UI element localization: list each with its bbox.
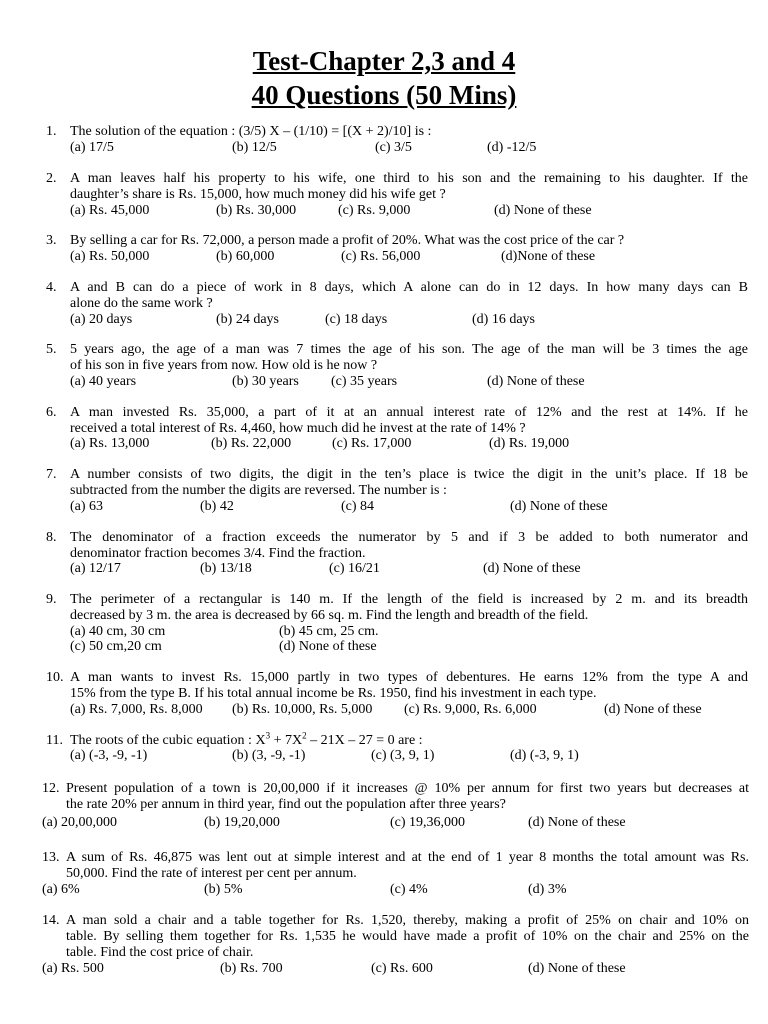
option-b: (b) 5% <box>204 882 243 897</box>
option-c: (c) 19,36,000 <box>390 815 466 830</box>
question-line: By selling a car for Rs. 72,000, a person made a profit of 20%. What was the cost price of the car ? <box>70 233 625 248</box>
page-title: Test-Chapter 2,3 and 4 <box>252 46 516 76</box>
option-b: (b) 13/18 <box>200 561 252 576</box>
question-11 <box>46 730 748 749</box>
question-number: 3. <box>46 233 57 248</box>
option-d: (d) 16 days <box>472 312 535 327</box>
option-a: (a) 40 cm, 30 cm <box>70 624 166 639</box>
option-d: (d) None of these <box>510 499 608 514</box>
option-c: (c) 18 days <box>325 312 388 327</box>
option-c: (c) Rs. 9,000, Rs. 6,000 <box>404 702 537 717</box>
option-d: (d) 3% <box>528 882 567 897</box>
option-b: (b) 42 <box>200 499 234 514</box>
option-c: (c) 35 years <box>331 374 398 389</box>
question-8 <box>46 530 748 562</box>
option-a: (a) 20,00,000 <box>42 815 118 830</box>
option-d: (d) None of these <box>494 203 592 218</box>
option-d: (d) None of these <box>483 561 581 576</box>
option-c: (c) Rs. 56,000 <box>341 249 421 264</box>
option-b: (b) Rs. 22,000 <box>211 436 292 451</box>
question-line: A man wants to invest Rs. 15,000 partly in two types of debentures. He earns 12% from the type A and <box>70 670 748 685</box>
option-a: (a) 17/5 <box>70 140 114 155</box>
option-d: (d) None of these <box>279 639 377 654</box>
question-line: The denominator of a fraction exceeds the numerator by 5 and if 3 be added to both numerator and <box>70 530 748 545</box>
option-c: (c) 3/5 <box>375 140 412 155</box>
option-c: (c) (3, 9, 1) <box>371 748 435 763</box>
question-line: the rate 20% per annum in third year, find out the population after three years? <box>66 797 506 812</box>
option-b: (b) Rs. 10,000, Rs. 5,000 <box>232 702 373 717</box>
option-b: (b) 24 days <box>216 312 279 327</box>
option-a: (a) Rs. 500 <box>42 961 104 976</box>
question-4 <box>46 280 748 312</box>
option-d: (d) -12/5 <box>487 140 537 155</box>
question-line: table. By selling them together for Rs. 1,535 he would have made a profit of 10% on the chair and 25% on the <box>66 929 749 944</box>
question-13 <box>42 850 749 882</box>
option-c: (c) Rs. 17,000 <box>332 436 412 451</box>
question-3 <box>46 233 748 249</box>
question-line: alone do the same work ? <box>70 296 213 311</box>
question-7 <box>46 467 748 499</box>
option-c: (c) 50 cm,20 cm <box>70 639 162 654</box>
question-number: 5. <box>46 342 57 357</box>
option-b: (b) 60,000 <box>216 249 275 264</box>
question-line: subtracted from the number the digits are reversed. The number is : <box>70 483 447 498</box>
superscript: 3 <box>265 730 271 741</box>
option-d: (d) None of these <box>528 815 626 830</box>
question-text-part: The roots of the cubic equation : X <box>70 733 266 748</box>
option-b: (b) 30 years <box>232 374 299 389</box>
question-line: A man leaves half his property to his wife, one third to his son and the remaining to his daughter. If the <box>70 171 748 186</box>
question-line: A man sold a chair and a table together for Rs. 1,520, thereby, making a profit of 25% on chair and 10% on <box>66 913 749 928</box>
question-number: 8. <box>46 530 57 545</box>
option-b: (b) Rs. 30,000 <box>216 203 297 218</box>
question-number: 7. <box>46 467 57 482</box>
question-line: decreased by 3 m. the area is decreased by 66 sq. m. Find the length and breadth of the field. <box>70 608 589 623</box>
question-line: table. Find the cost price of chair. <box>66 945 254 960</box>
option-a: (a) 63 <box>70 499 104 514</box>
option-a: (a) 12/17 <box>70 561 121 576</box>
question-6 <box>46 405 748 437</box>
page-subtitle: 40 Questions (50 Mins) <box>251 80 517 110</box>
question-text-part: + 7X <box>270 733 303 748</box>
option-d: (d)None of these <box>501 249 596 264</box>
question-line: 15% from the type B. If his total annual income be Rs. 1950, find his investment in each type. <box>70 686 597 701</box>
option-c: (c) 84 <box>341 499 375 514</box>
option-a: (a) Rs. 45,000 <box>70 203 150 218</box>
option-b: (b) (3, -9, -1) <box>232 748 306 763</box>
option-a: (a) Rs. 50,000 <box>70 249 150 264</box>
option-c: (c) Rs. 600 <box>371 961 433 976</box>
question-2 <box>46 171 748 203</box>
question-number: 11. <box>46 733 63 748</box>
question-number: 9. <box>46 592 57 607</box>
question-10 <box>46 670 748 702</box>
question-1 <box>46 124 748 140</box>
question-text-part: – 21X – 27 = 0 are : <box>306 733 423 748</box>
option-b: (b) 45 cm, 25 cm. <box>279 624 379 639</box>
question-line: A number consists of two digits, the digit in the ten’s place is twice the digit in the unit’s place. If 18 be <box>70 467 748 482</box>
option-d: (d) None of these <box>604 702 702 717</box>
option-b: (b) Rs. 700 <box>220 961 283 976</box>
option-d: (d) None of these <box>528 961 626 976</box>
question-9 <box>46 592 748 624</box>
question-line: The perimeter of a rectangular is 140 m. If the length of the field is increased by 2 m. and its breadth <box>70 592 748 607</box>
option-a: (a) 20 days <box>70 312 133 327</box>
option-c: (c) Rs. 9,000 <box>338 203 411 218</box>
option-d: (d) (-3, 9, 1) <box>510 748 579 763</box>
question-5 <box>46 342 748 374</box>
option-b: (b) 12/5 <box>232 140 277 155</box>
option-c: (c) 16/21 <box>329 561 380 576</box>
option-d: (d) None of these <box>487 374 585 389</box>
question-number: 13. <box>42 850 60 865</box>
question-text <box>70 124 748 140</box>
option-a: (a) Rs. 7,000, Rs. 8,000 <box>70 702 203 717</box>
question-number: 6. <box>46 405 57 420</box>
question-line: 5 years ago, the age of a man was 7 times the age of his son. The age of the man will be 3 times the age <box>70 342 748 357</box>
option-b: (b) 19,20,000 <box>204 815 280 830</box>
question-line: daughter’s share is Rs. 15,000, how much money did his wife get ? <box>70 187 446 202</box>
question-number: 1. <box>46 124 57 139</box>
question-line: A man invested Rs. 35,000, a part of it at an annual interest rate of 12% and the rest at 14%. If he <box>70 405 748 420</box>
option-a: (a) 6% <box>42 882 80 897</box>
question-number: 12. <box>42 781 60 796</box>
option-a: (a) (-3, -9, -1) <box>70 748 148 763</box>
question-14 <box>42 913 749 961</box>
superscript: 2 <box>302 730 307 741</box>
option-a: (a) 40 years <box>70 374 137 389</box>
option-d: (d) Rs. 19,000 <box>489 436 570 451</box>
question-line: A sum of Rs. 46,875 was lent out at simple interest and at the end of 1 year 8 months the total amount was Rs. <box>66 850 749 865</box>
question-number: 14. <box>42 913 60 928</box>
question-line: denominator fraction becomes 3/4. Find the fraction. <box>70 546 366 561</box>
option-c: (c) 4% <box>390 882 428 897</box>
question-line: Present population of a town is 20,00,000 if it increases @ 10% per annum for first two years but decreases at <box>66 781 749 796</box>
question-line: The solution of the equation : (3/5) X – (1/10) = [(X + 2)/10] is : <box>70 124 432 139</box>
option-a: (a) Rs. 13,000 <box>70 436 150 451</box>
question-line: 50,000. Find the rate of interest per cent per annum. <box>66 866 357 881</box>
question-number: 4. <box>46 280 57 295</box>
question-line: received a total interest of Rs. 4,460, how much did he invest at the rate of 14% ? <box>70 421 526 436</box>
question-line: A and B can do a piece of work in 8 days, which A alone can do in 12 days. In how many days can B <box>70 280 748 295</box>
question-number: 10. <box>46 670 64 685</box>
question-line <box>70 730 748 749</box>
question-line: of his son in five years from now. How old is he now ? <box>70 358 378 373</box>
question-number: 2. <box>46 171 57 186</box>
question-12 <box>42 781 749 813</box>
